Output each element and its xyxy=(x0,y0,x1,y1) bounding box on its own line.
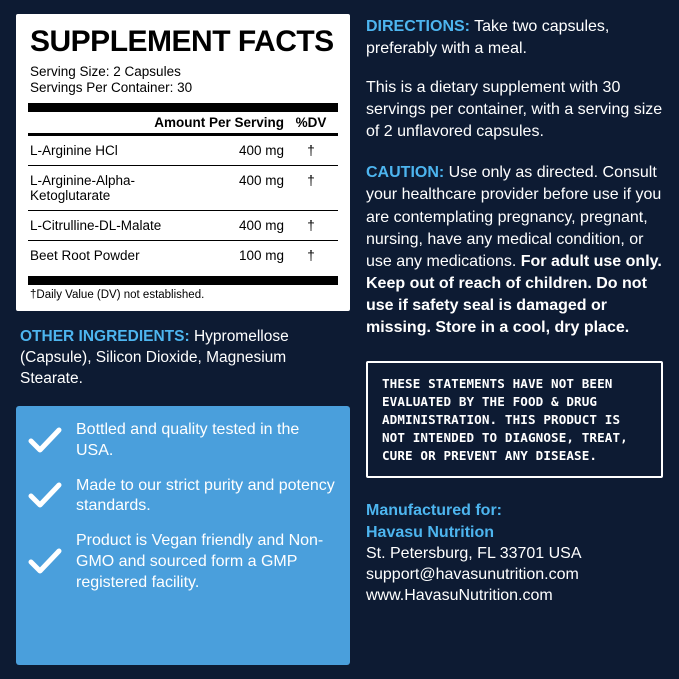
check-icon xyxy=(28,482,62,510)
ingredient-dv: † xyxy=(307,248,315,264)
servings-per-container: Servings Per Container: 30 xyxy=(30,80,193,96)
benefit-label: Bottled and quality tested in the USA. xyxy=(76,421,300,459)
caution-text: Use only as directed. Consult your healthcare provider before use if you are contemplating pregnancy, pregnant, nursing, have any medical condition, or use any medications. xyxy=(366,164,662,270)
table-row xyxy=(28,241,338,270)
facts-footnote: †Daily Value (DV) not established. xyxy=(30,289,205,302)
divider-thick-bottom xyxy=(28,276,338,285)
benefit-label: Made to our strict purity and potency standards. xyxy=(76,476,335,515)
directions-text: Take two capsules, preferably with a meal. xyxy=(366,18,610,58)
other-ingredients-text: Hypromellose (Capsule), Silicon Dioxide, Magnesium Stearate. xyxy=(20,328,289,388)
facts-table-header xyxy=(28,112,338,133)
fda-disclaimer-box xyxy=(366,361,663,478)
ingredient-amount: 100 mg xyxy=(238,248,284,264)
brand-name: Havasu Nutrition xyxy=(366,523,495,541)
support-email[interactable]: support@havasunutrition.com xyxy=(366,565,579,583)
list-item xyxy=(28,531,338,593)
benefit-label: Product is Vegan friendly and Non-GMO and sourced form a GMP registered facility. xyxy=(76,532,324,591)
table-row xyxy=(28,166,338,210)
caution-label: CAUTION: xyxy=(366,164,445,182)
ingredient-dv: † xyxy=(307,143,315,159)
benefits-panel xyxy=(16,406,350,665)
supplement-facts-panel xyxy=(16,14,350,311)
ingredient-name: Beet Root Powder xyxy=(30,248,140,264)
ingredient-amount: 400 mg xyxy=(238,143,284,159)
other-ingredients xyxy=(20,327,348,390)
ingredient-name: L-Arginine HCl xyxy=(30,143,118,159)
directions-note: This is a dietary supplement with 30 servings per container, with a serving size of 2 unflavored capsules. xyxy=(366,79,663,141)
caution-section xyxy=(366,162,663,339)
page-title: SUPPLEMENT FACTS xyxy=(30,25,334,58)
table-row xyxy=(28,211,338,240)
manufactured-for-label: Manufactured for: xyxy=(366,502,502,520)
right-column xyxy=(366,14,663,665)
ingredient-dv: † xyxy=(307,173,315,189)
column-header-dv: %DV xyxy=(295,115,327,131)
list-item xyxy=(28,420,338,462)
check-icon xyxy=(28,427,62,455)
caution-text-bold: For adult use only. Keep out of reach of children. Do not use if safety seal is damaged or missing. Store in a cool, dry place. xyxy=(366,252,662,336)
check-icon xyxy=(28,548,62,576)
manufacturer-info xyxy=(366,500,663,606)
divider-thick-top xyxy=(28,103,338,112)
website-url[interactable]: www.HavasuNutrition.com xyxy=(366,586,553,604)
fda-disclaimer-text: THESE STATEMENTS HAVE NOT BEEN EVALUATED BY THE FOOD & DRUG ADMINISTRATION. THIS PRODUCT IS NOT INTENDED TO DIAGNOSE, TREAT, CURE OR PREVENT ANY DISEASE. xyxy=(382,376,628,463)
ingredient-dv: † xyxy=(307,218,315,234)
ingredient-amount: 400 mg xyxy=(238,218,284,234)
left-column xyxy=(16,14,350,665)
ingredient-name: L-Arginine-Alpha-Ketoglutarate xyxy=(30,173,136,204)
table-row xyxy=(28,136,338,165)
directions-label: DIRECTIONS: xyxy=(366,18,470,35)
manufacturer-address: St. Petersburg, FL 33701 USA xyxy=(366,544,582,562)
ingredient-name: L-Citrulline-DL-Malate xyxy=(30,218,162,234)
ingredient-amount: 400 mg xyxy=(238,173,284,189)
serving-size: Serving Size: 2 Capsules xyxy=(30,63,181,79)
column-header-amount: Amount Per Serving xyxy=(154,115,284,131)
other-ingredients-label: OTHER INGREDIENTS: xyxy=(20,328,190,346)
list-item xyxy=(28,476,338,518)
directions-section xyxy=(366,16,663,60)
